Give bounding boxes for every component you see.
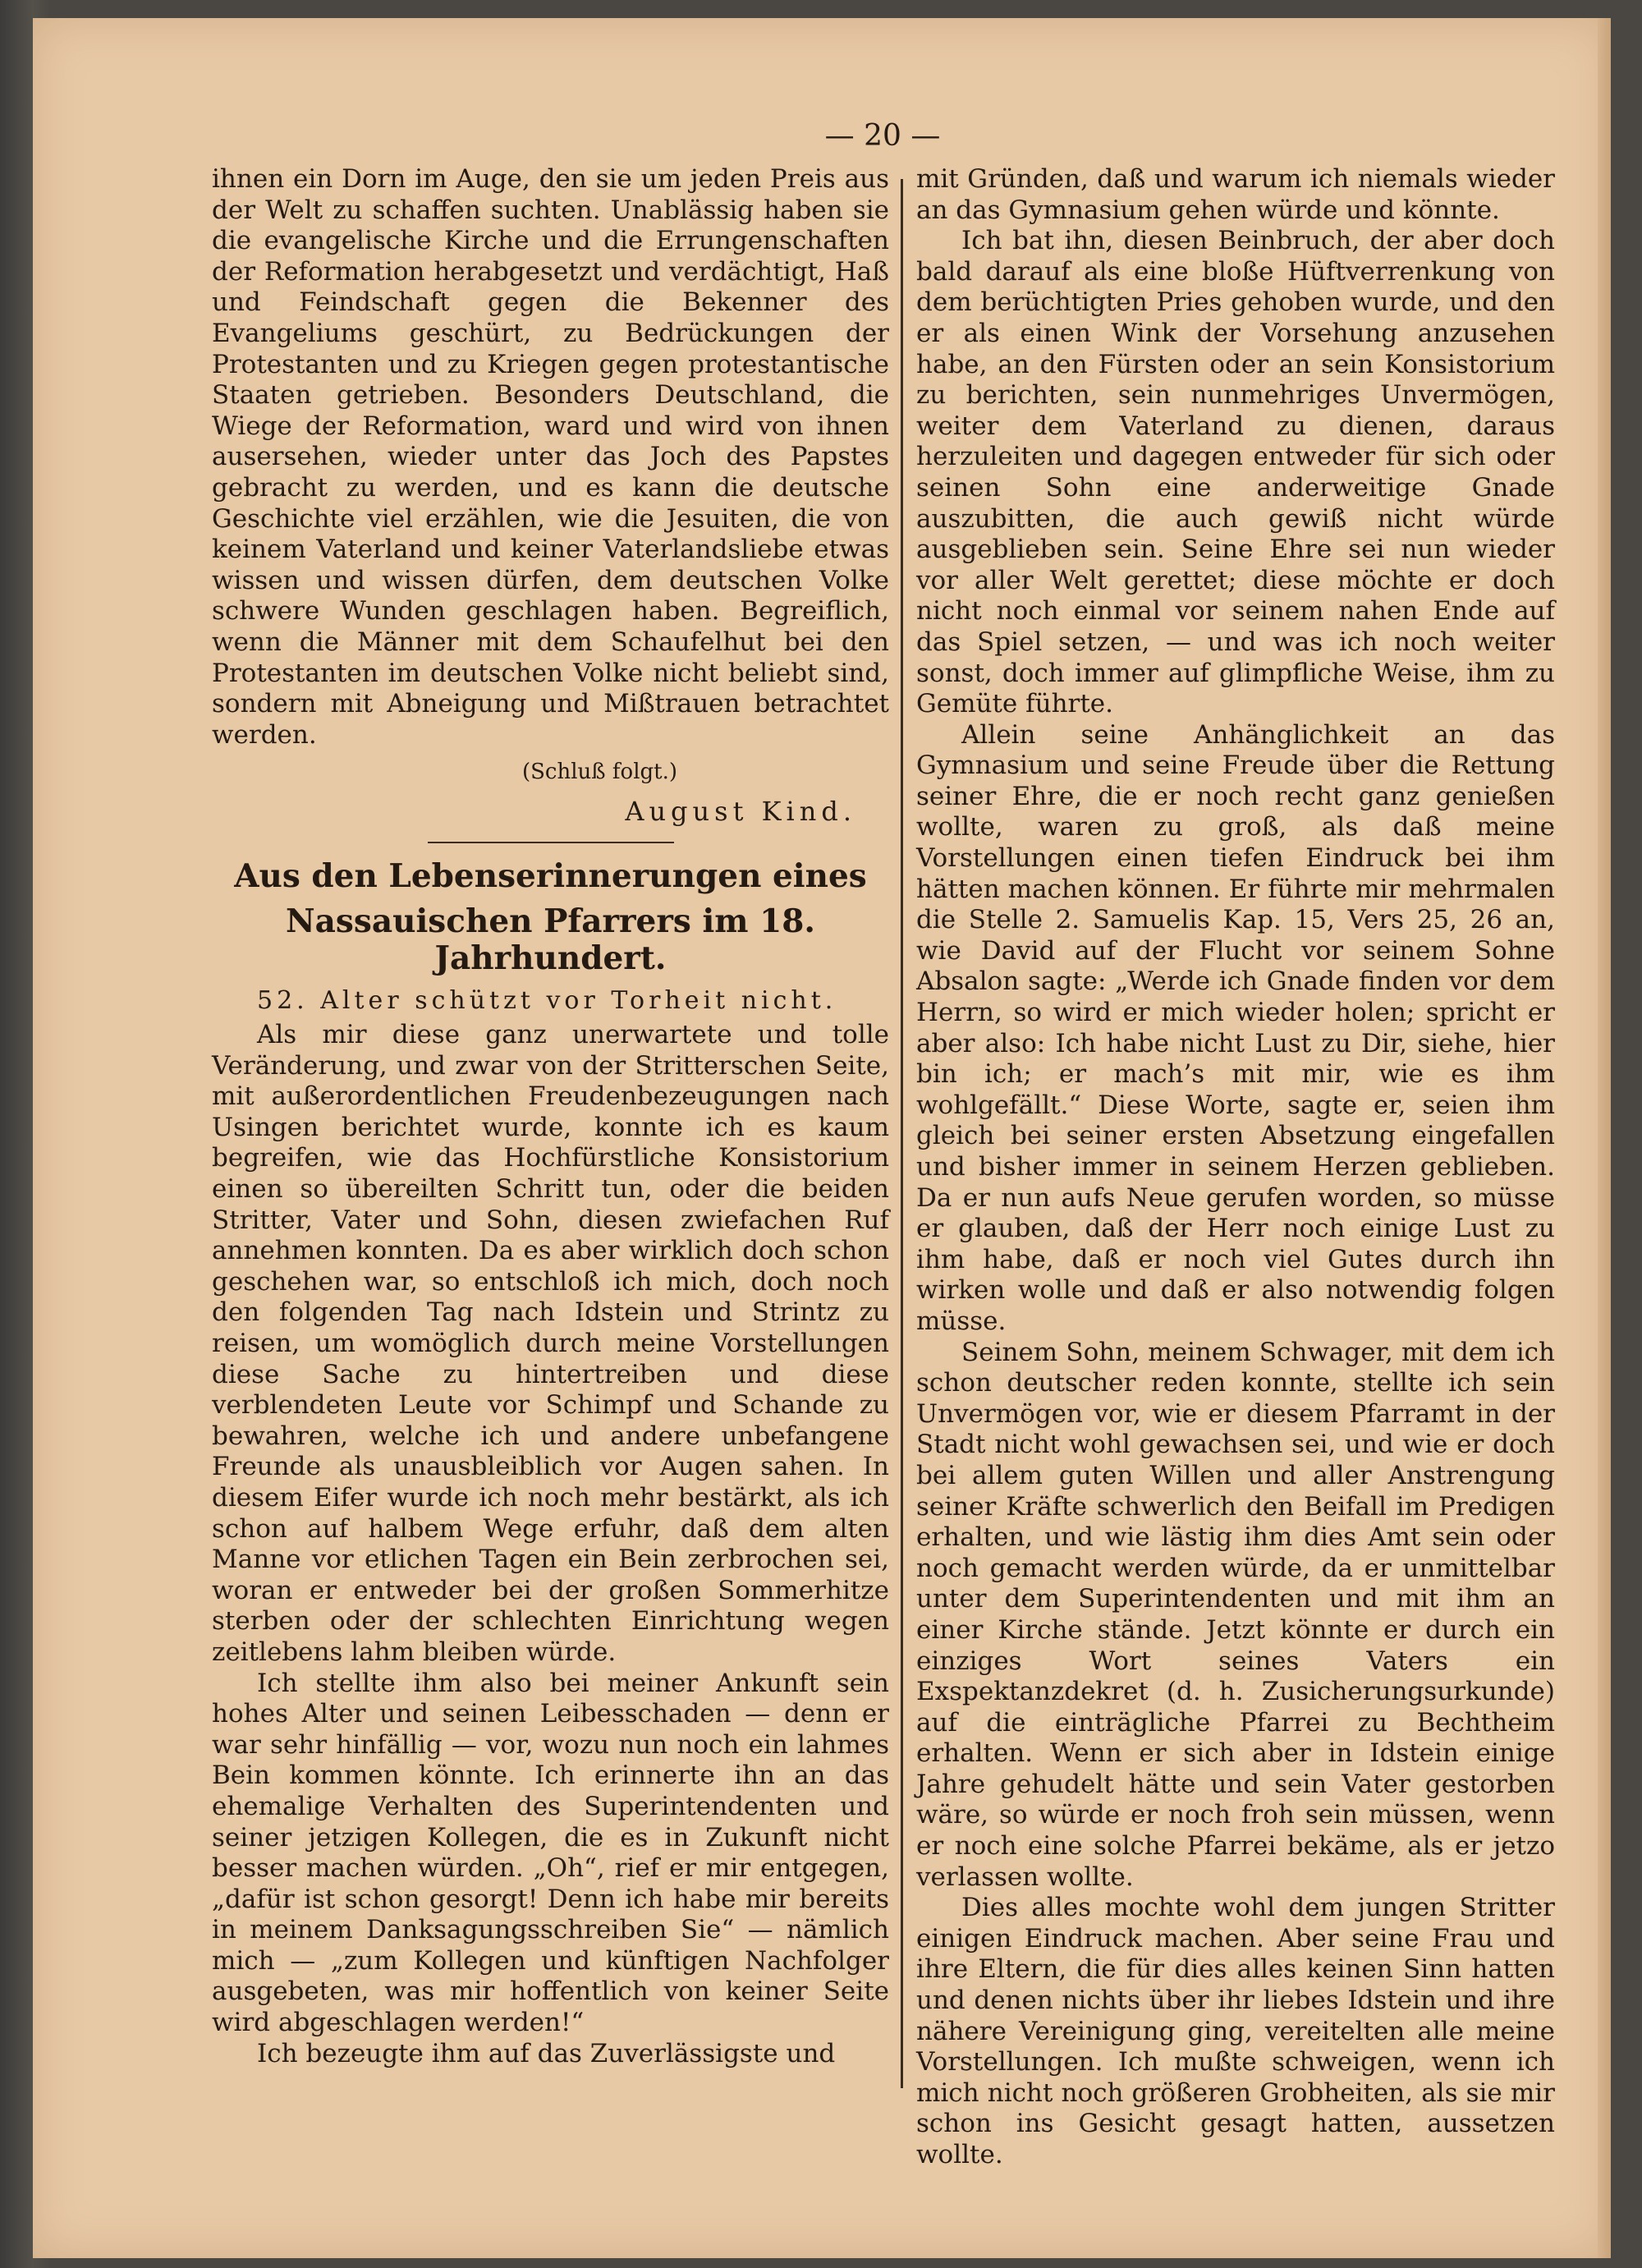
article-title-line-1: Aus den Lebenserinnerungen eines [234, 857, 867, 896]
paragraph: Ich stellte ihm also bei meiner Ankunft sein hohes Alter und seinen Leibesschaden — denn er war sehr hinfällig — vor, wozu nun noch ein lahmes Bein kommen könnte. Ich erinnerte ihn an das ehemalige Verhalten des Superintendenten und seiner jetzigen Kollegen, die es in Zukunft nicht besser machen würden. „Oh“, rief er mir entgegen, „dafür ist schon gesorgt! Denn ich habe mir bereits in meinem Danksagungsschreiben Sie“ — nämlich mich — „zum Kollegen und künftigen Nachfolger ausgebeten, was mir hoffentlich von keiner Seite wird abgeschlagen werden!“ [212, 1668, 889, 2038]
paragraph: Allein seine Anhänglichkeit an das Gymnasium und seine Freude über die Rettung seiner Ehre, die er noch recht ganz genießen wollte, waren zu groß, als daß meine Vorstellungen einen tiefen Eindruck bei ihm hätten machen können. Er führte mir mehrmalen die Stelle 2. Samuelis Kap. 15, Vers 25, 26 an, wie David auf der Flucht vor seinem Sohne Absalon sagte: „Werde ich Gnade finden vor dem Herrn, so wird er mich wieder holen; spricht er aber also: Ich habe nicht Lust zu Dir, siehe, hier bin ich; er mach’s mit mir, wie es ihm wohlgefällt.“ Diese Worte, sagte er, seien ihm gleich bei seiner ersten Absetzung eingefallen und bisher immer in seinem Herzen geblieben. Da er nun aufs Neue gerufen worden, so müsse er glauben, daß der Herr noch einige Lust zu ihm habe, daß er noch viel Gutes durch ihn wirken wolle und daß er also notwendig folgen müsse. [916, 719, 1555, 1336]
author-signature: August Kind. [625, 795, 856, 827]
paragraph: Ich bezeugte ihm auf das Zuverlässigste und [257, 2038, 836, 2068]
paragraph: Ich bat ihn, diesen Beinbruch, der aber doch bald darauf als eine bloße Hüftverrenkung von dem berüchtigten Pries gehoben wurde, und den er als einen Wink der Vorsehung anzusehen habe, an den Fürsten oder an sein Konsistorium zu berichten, sein nunmehriges Unvermögen, weiter dem Vaterland zu dienen, daraus herzuleiten und dagegen entweder für sich oder seinen Sohn eine anderweitige Gnade auszubitten, die auch gewiß nicht würde ausgeblieben sein. Seine Ehre sei nun wieder vor aller Welt gerettet; diese möchte er doch nicht noch einmal vor seinem nahen Ende auf das Spiel setzen, — und was ich noch weiter sonst, doch immer auf glimpfliche Weise, ihm zu Gemüte führte. [916, 226, 1555, 719]
page-number: — 20 — [824, 119, 941, 153]
paragraph: mit Gründen, daß und warum ich niemals wieder an das Gymnasium gehen würde und könnte. [916, 164, 1555, 225]
continuation-note: (Schluß folgt.) [521, 760, 678, 785]
page-edge [1598, 18, 1611, 2258]
paragraph: Seinem Sohn, meinem Schwager, mit dem ich schon deutscher reden konnte, stellte ich sein Unvermögen vor, wie er diesem Pfarramt in der Stadt nicht wohl gewachsen sei, und wie er doch bei allem guten Willen und aller Anstrengung seiner Kräfte schwerlich den Beifall im Predigen erhalten, und wie lästig ihm dies Amt sein oder noch gemacht werden würde, da er unmittelbar unter dem Superintendenten und mit ihm an einer Kirche stände. Jetzt könnte er durch ein einziges Wort seines Vaters ein Exspektanzdekret (d. h. Zusicherungsurkunde) auf die einträgliche Pfarrei zu Bechtheim erhalten. Wenn er sich aber in Idstein einige Jahre gehudelt hätte und sein Vater gestorben wäre, so würde er noch froh sein müssen, wenn er noch eine solche Pfarrei bekäme, als er jetzo verlassen wollte. [916, 1337, 1555, 1892]
section-heading: 52. Alter schützt vor Torheit nicht. [257, 986, 837, 1016]
right-column [916, 164, 1555, 2171]
article-title-line-2: Nassauischen Pfarrers im 18. Jahrhundert. [286, 902, 815, 978]
column-divider [901, 179, 903, 2088]
paragraph: Als mir diese ganz unerwartete und tolle Veränderung, und zwar von der Stritterschen Seite, mit außerordentlichen Freudenbezeugungen nach Usingen berichtet wurde, konnte ich es kaum begreifen, wie das Hochfürstliche Konsistorium einen so übereilten Schritt tun, oder die beiden Stritter, Vater und Sohn, diesen zwiefachen Ruf annehmen konnten. Da es aber wirklich doch schon geschehen war, so entschloß ich mich, doch noch den folgenden Tag nach Idstein und Strintz zu reisen, um womöglich durch meine Vorstellungen diese Sache zu hintertreiben und diese verblendeten Leute vor Schimpf und Schande zu bewahren, welche ich und andere unbefangene Freunde als unausbleiblich vor Augen sahen. In diesem Eifer wurde ich noch mehr bestärkt, als ich schon auf halbem Wege erfuhr, daß dem alten Manne vor etlichen Tagen ein Bein zerbrochen sei, woran er entweder bei der großen Sommerhitze sterben oder der schlechten Einrichtung wegen zeitlebens lahm bleiben würde. [212, 1020, 889, 1667]
section-divider [428, 842, 674, 843]
paragraph: Dies alles mochte wohl dem jungen Stritter einigen Eindruck machen. Aber seine Frau und ihre Eltern, die für dies alles keinen Sinn hatten und denen nichts über ihr liebes Idstein und ihre nähere Vereinigung ging, vereitelten alle meine Vorstellungen. Ich mußte schweigen, wenn ich mich nicht noch größeren Grobheiten, als sie mir schon ins Gesicht gesagt hatten, aussetzen wollte. [916, 1893, 1555, 2169]
left-column [212, 164, 889, 2069]
paragraph: ihnen ein Dorn im Auge, den sie um jeden Preis aus der Welt zu schaffen suchten. Unablässig haben sie die evangelische Kirche und die Errungenschaften der Reformation herabgesetzt und verdächtigt, Haß und Feindschaft gegen die Bekenner des Evangeliums geschürt, zu Bedrückungen der Protestanten und zu Kriegen gegen protestantische Staaten getrieben. Besonders Deutschland, die Wiege der Reformation, ward und wird von ihnen ausersehen, wieder unter das Joch des Papstes gebracht zu werden, und es kann die deutsche Geschichte viel erzählen, wie die Jesuiten, die von keinem Vaterland und keiner Vaterlandsliebe etwas wissen und wissen dürfen, dem deutschen Volke schwere Wunden geschlagen haben. Begreiflich, wenn die Männer mit dem Schaufelhut bei den Protestanten im deutschen Volke nicht beliebt sind, sondern mit Abneigung und Mißtrauen betrachtet werden. [212, 164, 889, 750]
